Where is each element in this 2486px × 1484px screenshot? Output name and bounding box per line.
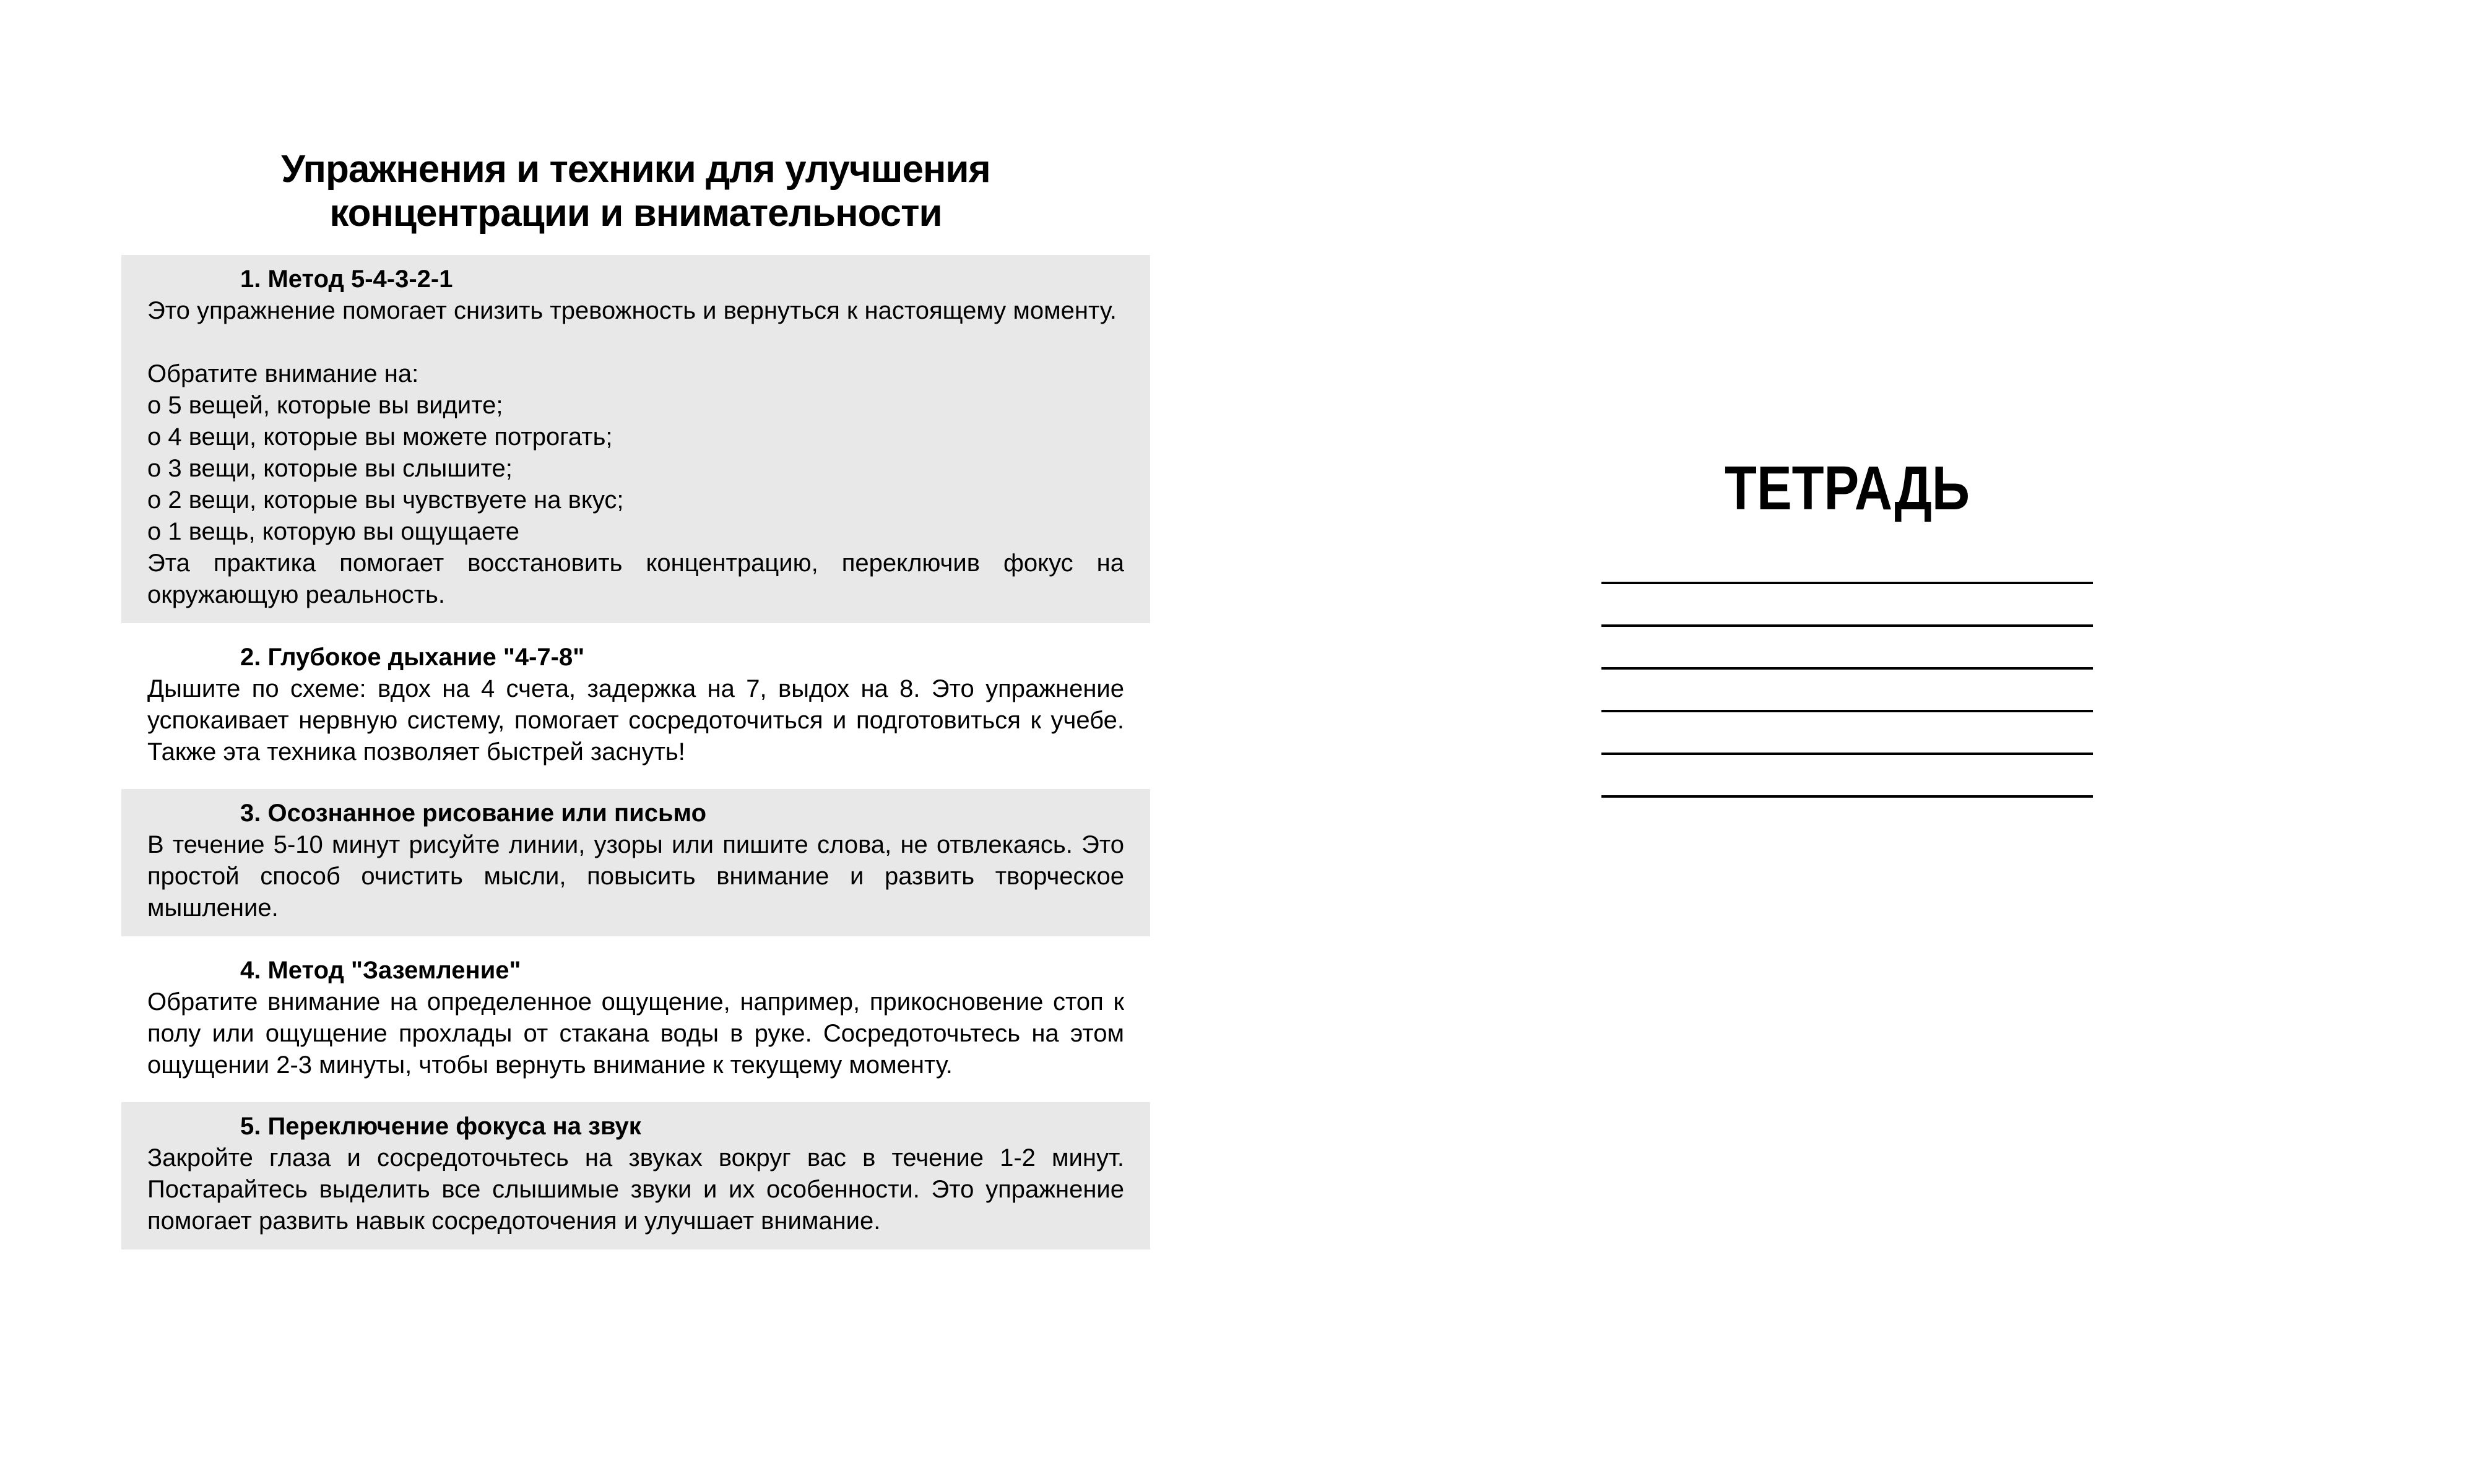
notebook-line <box>1601 755 2093 798</box>
exercise-column <box>121 147 1150 1263</box>
section-heading: 4. Метод "Заземление" <box>240 957 521 984</box>
notebook-line <box>1601 712 2093 755</box>
section-heading: 5. Переключение фокуса на звук <box>240 1113 641 1140</box>
notebook-ruled-lines <box>1601 541 2093 798</box>
section-body: Дышите по схеме: вдох на 4 счета, задержка на 7, выдох на 8. Это упражнение успокаивает нервную систему, помогает сосредоточиться и подготовиться к учебе. Также эта техника позволяет быстрей заснуть! <box>147 675 1124 766</box>
notebook-line <box>1601 541 2093 584</box>
page-title-line1: Упражнения и техники для улучшения <box>281 148 990 191</box>
list-item: o 3 вещи, которые вы слышите; <box>147 455 513 482</box>
notebook-line <box>1601 584 2093 627</box>
section-intro: Это упражнение помогает снизить тревожность и вернуться к настоящему моменту. <box>147 297 1117 324</box>
list-item: o 5 вещей, которые вы видите; <box>147 392 503 419</box>
section-body: Обратите внимание на определенное ощущение, например, прикосновение стоп к полу или ощущение прохлады от стакана воды в руке. Сосредоточьтесь на этом ощущении 2-3 минуты, чтобы вернуть внимание к текущему моменту. <box>147 988 1124 1079</box>
list-intro: Обратите внимание на: <box>147 360 419 387</box>
notebook-line <box>1601 670 2093 712</box>
section-grounding <box>121 950 1150 1089</box>
section-mindful-drawing <box>121 789 1150 936</box>
section-heading: 3. Осознанное рисование или письмо <box>240 800 707 827</box>
page-title-line2: концентрации и внимательности <box>329 192 942 235</box>
section-sound-focus <box>121 1102 1150 1249</box>
section-outro: Эта практика помогает восстановить концентрацию, переключив фокус на окружающую реальность. <box>147 550 1124 608</box>
section-heading: 2. Глубокое дыхание "4-7-8" <box>240 644 585 671</box>
notebook-line <box>1601 627 2093 670</box>
section-method-54321 <box>121 255 1150 623</box>
section-breathing-478 <box>121 637 1150 775</box>
section-heading: 1. Метод 5-4-3-2-1 <box>240 265 453 293</box>
list-item: o 4 вещи, которые вы можете потрогать; <box>147 423 613 451</box>
list-item: o 2 вещи, которые вы чувствуете на вкус; <box>147 486 624 514</box>
section-body: Закройте глаза и сосредоточьтесь на звуках вокруг вас в течение 1-2 минут. Постарайтесь выделить все слышимые звуки и их особенности. Это упражнение помогает развить навык сосредоточения и улучшает внимание. <box>147 1144 1124 1235</box>
list-item: o 1 вещь, которую вы ощущаете <box>147 518 519 545</box>
notebook-title: ТЕТРАДЬ <box>1725 454 1970 523</box>
page-title <box>121 147 1150 235</box>
section-body: В течение 5-10 минут рисуйте линии, узоры или пишите слова, не отвлекаясь. Это простой способ очистить мысли, повысить внимание и развить творческое мышление. <box>147 831 1124 921</box>
